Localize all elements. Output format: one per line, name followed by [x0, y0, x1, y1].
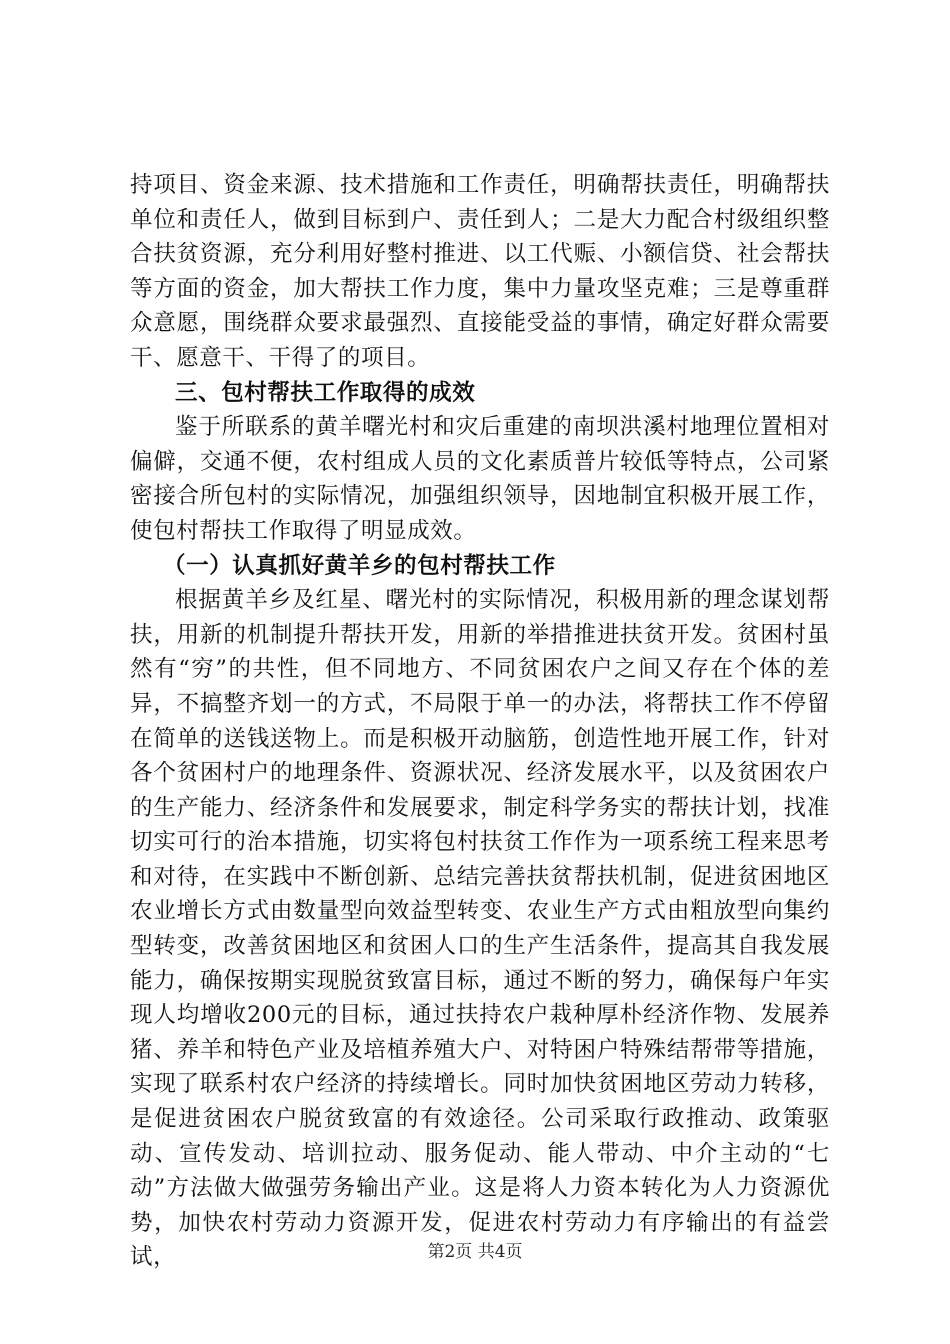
section-heading: 三、包村帮扶工作取得的成效 [175, 379, 476, 406]
paragraph-section-intro: 鉴于所联系的黄羊曙光村和灾后重建的南坝洪溪村地理位置相对偏僻，交通不便，农村组成人员的文化素质普片较低等特点，公司紧密接合所包村的实际情况，加强组织领导，因地制宜积极开展工作，使包村帮扶工作取得了明显成效。 [130, 414, 830, 544]
subsection-heading: （一）认真抓好黄羊乡的包村帮扶工作 [163, 552, 556, 579]
paragraph-continuation: 持项目、资金来源、技术措施和工作责任，明确帮扶责任，明确帮扶单位和责任人，做到目标到户、责任到人；二是大力配合村级组织整合扶贫资源，充分利用好整村推进、以工代赈、小额信贷、社会帮扶等方面的资金，加大帮扶工作力度，集中力量攻坚克难；三是尊重群众意愿，围绕群众要求最强烈、直接能受益的事情，确定好群众需要干、愿意干、干得了的项目。 [130, 172, 830, 371]
page-footer: 第2页 共4页 [427, 1242, 523, 1262]
document-body [130, 168, 830, 1275]
paragraph-subsection-body: 根据黄羊乡及红星、曙光村的实际情况，积极用新的理念谋划帮扶，用新的机制提升帮扶开发，用新的举措推进扶贫开发。贫困村虽然有“穷”的共性，但不同地方、不同贫困农户之间又存在个体的差异，不搞整齐划一的方式，不局限于单一的办法，将帮扶工作不停留在简单的送钱送物上。而是积极开动脑筋，创造性地开展工作，针对各个贫困村户的地理条件、资源状况、经济发展水平，以及贫困农户的生产能力、经济条件和发展要求，制定科学务实的帮扶计划，找准切实可行的治本措施，切实将包村扶贫工作作为一项系统工程来思考和对待，在实践中不断创新、总结完善扶贫帮扶机制，促进贫困地区农业增长方式由数量型向效益型转变、农业生产方式由粗放型向集约型转变，改善贫困地区和贫困人口的生产生活条件，提高其自我发展能力，确保按期实现脱贫致富目标，通过不断的努力，确保每户年实现人均增收200元的目标，通过扶持农户栽种厚朴经济作物、发展养猪、养羊和特色产业及培植养殖大户、对特困户特殊结帮带等措施，实现了联系村农户经济的持续增长。同时加快贫困地区劳动力转移，是促进贫困农户脱贫致富的有效途径。公司采取行政推动、政策驱动、宣传发动、培训拉动、服务促动、能人带动、中介主动的“七动”方法做大做强劳务输出产业。这是将人力资本转化为人力资源优势，加快农村劳动力资源开发，促进农村劳动力有序输出的有益尝试， [130, 587, 830, 1271]
